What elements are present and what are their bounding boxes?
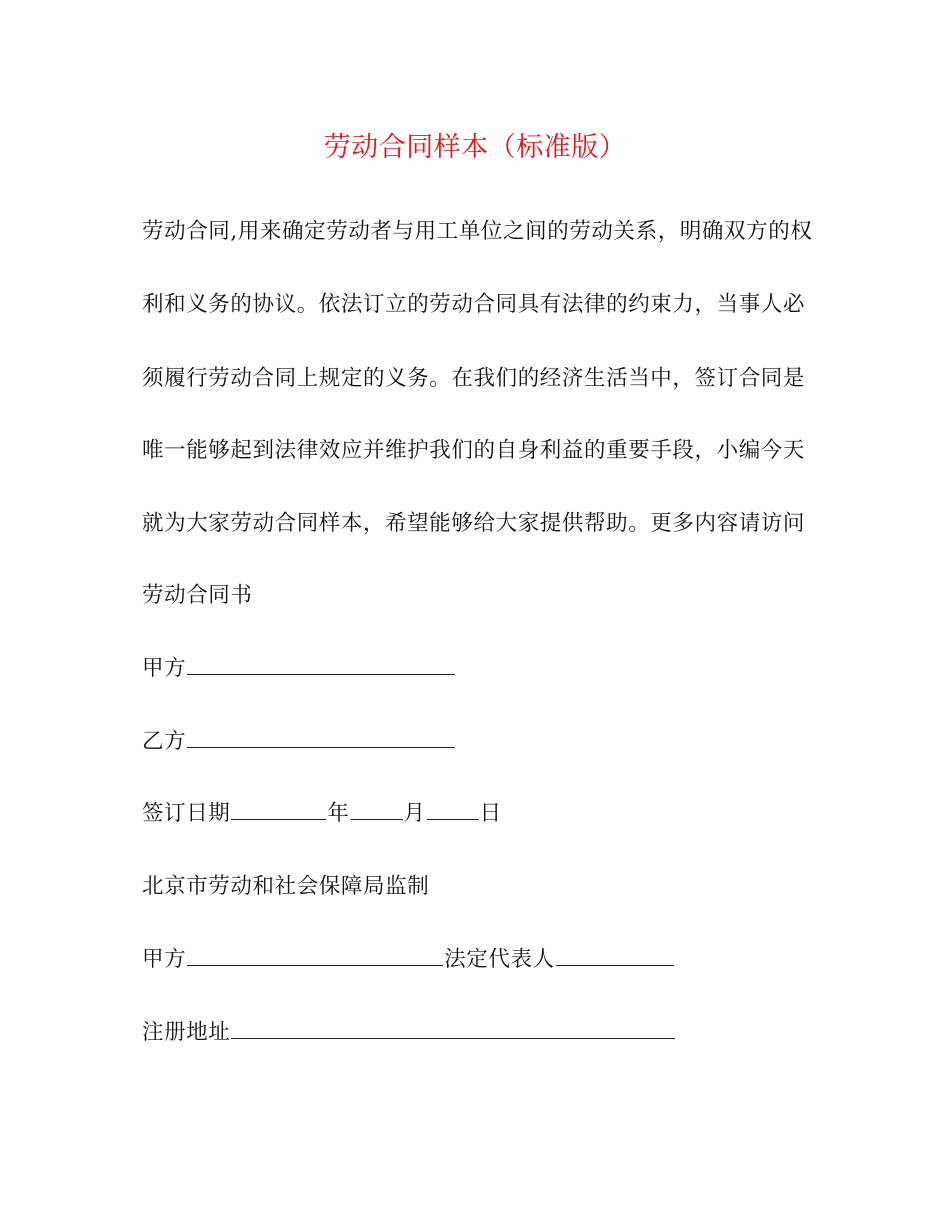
- registered-address-label: 注册地址: [142, 1020, 231, 1045]
- month-label: 月: [403, 801, 426, 826]
- sign-month-field[interactable]: [351, 799, 403, 820]
- sign-year-field[interactable]: [231, 799, 326, 820]
- party-a-field[interactable]: [187, 654, 455, 675]
- registered-address-row: [142, 1018, 676, 1048]
- intro-line-1: 劳动合同,用来确定劳动者与用工单位之间的劳动关系，明确双方的权: [142, 219, 813, 244]
- party-a-row: [142, 654, 456, 684]
- document-title: 劳动合同样本（标准版）: [323, 132, 627, 163]
- intro-line-4: 唯一能够起到法律效应并维护我们的自身利益的重要手段，小编今天: [142, 438, 806, 463]
- intro-line-5: 就为大家劳动合同样本，希望能够给大家提供帮助。更多内容请访问: [142, 511, 806, 536]
- party-a-legal-row: [142, 945, 675, 975]
- party-b-label: 乙方: [142, 729, 187, 754]
- party-b-field[interactable]: [187, 727, 455, 748]
- intro-line-3: 须履行劳动合同上规定的义务。在我们的经济生活当中，签订合同是: [142, 366, 806, 391]
- intro-line-2: 利和义务的协议。依法订立的劳动合同具有法律的约束力，当事人必: [142, 292, 806, 317]
- registered-address-field[interactable]: [231, 1018, 675, 1039]
- party-a-name-field[interactable]: [187, 945, 443, 966]
- legal-rep-label: 法定代表人: [444, 947, 555, 972]
- sign-day-field[interactable]: [427, 799, 479, 820]
- sign-date-row: [142, 799, 502, 829]
- contract-heading: 劳动合同书: [142, 583, 253, 608]
- legal-rep-field[interactable]: [556, 945, 674, 966]
- supervisor-line: 北京市劳动和社会保障局监制: [142, 874, 430, 899]
- party-b-row: [142, 727, 456, 757]
- sign-date-label: 签订日期: [142, 801, 231, 826]
- party-a-label-2: 甲方: [142, 947, 187, 972]
- party-a-label: 甲方: [142, 656, 187, 681]
- day-label: 日: [479, 801, 502, 826]
- year-label: 年: [327, 801, 350, 826]
